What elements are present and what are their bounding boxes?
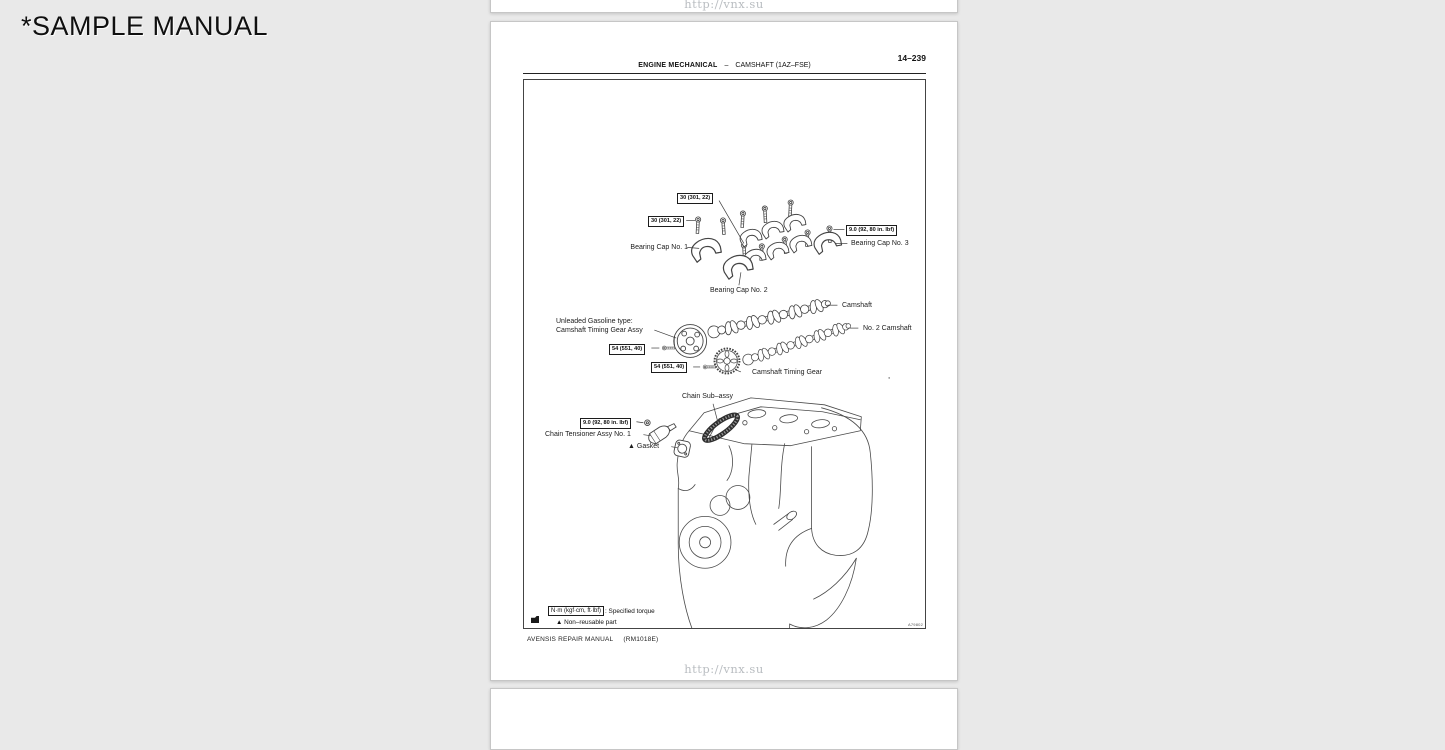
page-number: 14–239 (897, 53, 926, 63)
label-unleaded-type: Unleaded Gasoline type: (556, 318, 633, 325)
figure-code: A79802 (908, 622, 923, 627)
torque-box-54-upper: 54 (551, 40) (609, 344, 645, 355)
header-separator: – (724, 62, 729, 69)
set-bolt-1 (662, 346, 674, 350)
legend-torque-desc: : Specified torque (605, 607, 655, 615)
page-header (523, 62, 926, 74)
previous-page-edge (490, 0, 958, 13)
label-no2-camshaft: No. 2 Camshaft (863, 325, 912, 332)
label-gasket: ▲ Gasket (628, 443, 660, 450)
page-footer (527, 636, 658, 643)
footer-manual-code: (RM1018E) (623, 636, 659, 643)
legend-non-reusable: ▲ Non–reusable part (556, 619, 617, 626)
torque-box-9-right: 9.0 (92, 80 in. lbf) (846, 225, 897, 236)
next-page-edge (490, 688, 958, 750)
label-bearing-cap-1: Bearing Cap No. 1 (630, 244, 688, 251)
label-timing-gear-assy: Camshaft Timing Gear Assy (556, 327, 643, 334)
footer-manual-name: AVENSIS REPAIR MANUAL (527, 636, 614, 643)
torque-box-30-upper: 30 (301, 22) (677, 193, 713, 204)
watermark-url-top: http://vnx.su (684, 0, 764, 11)
torque-box-54-lower: 54 (551, 40) (651, 362, 687, 373)
label-chain-tensioner: Chain Tensioner Assy No. 1 (545, 431, 631, 438)
figure-frame (523, 79, 926, 629)
torque-box-9-tensioner: 9.0 (92, 80 in. lbf) (580, 418, 631, 429)
header-topic: CAMSHAFT (1AZ–FSE) (735, 62, 811, 69)
watermark-url-main: http://vnx.su (684, 661, 764, 676)
timing-chain (701, 411, 740, 444)
sample-manual-watermark-title: *SAMPLE MANUAL (21, 11, 269, 41)
label-bearing-cap-3: Bearing Cap No. 3 (851, 240, 909, 247)
chain-tensioner-part (645, 419, 678, 445)
header-section: ENGINE MECHANICAL (638, 62, 718, 69)
label-camshaft-timing-gear: Camshaft Timing Gear (752, 369, 823, 376)
camshaft-diagram-drawing (524, 80, 925, 628)
print-speck (888, 377, 890, 379)
torque-box-30-left: 30 (301, 22) (648, 216, 684, 227)
gasket-part (673, 439, 691, 458)
label-bearing-cap-2: Bearing Cap No. 2 (710, 287, 768, 294)
camshaft-timing-gear-part (715, 349, 740, 374)
label-camshaft: Camshaft (842, 302, 872, 309)
manual-page (490, 21, 958, 681)
camshaft-1 (706, 296, 832, 340)
legend-torque (548, 606, 655, 616)
label-chain-sub-assy: Chain Sub–assy (682, 393, 733, 400)
camshaft-timing-gear-assy (674, 325, 707, 358)
set-bolt-2 (703, 365, 715, 369)
legend-torque-unit-box: N·m (kgf·cm, ft·lbf) (548, 606, 604, 616)
